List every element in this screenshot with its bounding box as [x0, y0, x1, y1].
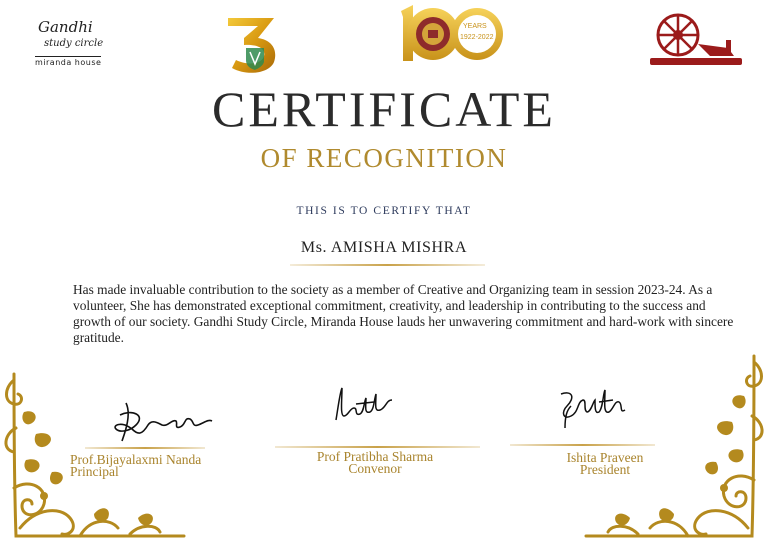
principal-name: Prof.Bijayalaxmi Nanda: [70, 452, 202, 467]
recipient-name: Ms. AMISHA MISHRA: [300, 239, 468, 256]
charkha-logo: [648, 10, 744, 68]
convenor-signature-line: [275, 446, 480, 448]
certificate-subtitle: OF RECOGNITION: [260, 143, 508, 173]
logo-line-3: miranda house: [35, 58, 102, 67]
president-name: Ishita Praveen: [566, 450, 644, 465]
right-corner-ornament: [580, 350, 768, 544]
convenor-role: Convenor: [348, 461, 402, 476]
logo-line-1: Gandhi: [38, 18, 93, 36]
certificate-title: CERTIFICATE: [212, 81, 556, 137]
left-corner-ornament: [0, 368, 190, 544]
certify-line: THIS IS TO CERTIFY THAT: [296, 205, 472, 217]
recipient-underline: [290, 264, 485, 266]
centenary-years-label: YEARS: [463, 23, 487, 30]
convenor-name: Prof Pratibha Sharma: [316, 449, 434, 464]
centenary-years-range: 1922-2022: [460, 34, 494, 41]
centenary-logo: [397, 3, 507, 65]
convenor-signature: [330, 380, 400, 430]
three-emblem-logo: [224, 14, 280, 76]
principal-role: Principal: [70, 464, 119, 479]
certificate-body-text: Has made invaluable contribution to the society as a member of Creative and Organizing team in session 2023-24. As a volunteer, She has demonstrated exceptional commitment, creativity, and leadership in contributing to the success and growth of our society. Gandhi Study Circle, Miranda House lauds her unwavering commitment and hard-work with sincere gratitude.: [73, 282, 734, 345]
logo-line-2: study circle: [44, 38, 104, 49]
gandhi-study-circle-logo: [30, 18, 110, 78]
president-role: President: [579, 462, 631, 477]
